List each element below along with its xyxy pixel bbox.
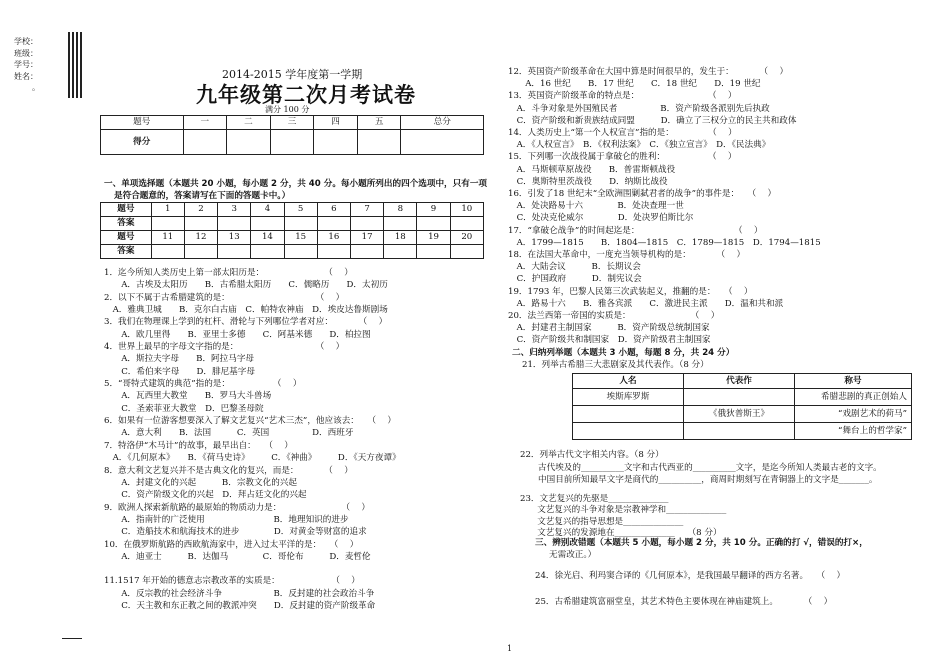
score-cell[interactable]: [314, 130, 358, 155]
score-cell[interactable]: [183, 130, 227, 155]
answer-cell[interactable]: [284, 217, 317, 231]
tragedy-cell: 埃斯库罗斯: [573, 389, 684, 406]
grid-number: 3: [218, 203, 251, 217]
answer-cell[interactable]: [251, 245, 284, 259]
grid-row-label: 题号: [101, 203, 152, 217]
grid-number: 10: [450, 203, 483, 217]
section3-instructions: [535, 537, 868, 561]
question-line: A．路易十六 B．雅各宾派 C．激进民主派 D．温和共和派: [508, 298, 784, 309]
q23-line: 文艺复兴的发源地在______________ （8 分）: [520, 527, 722, 538]
question-line: 12．英国资产阶级革命在大国中算是时间很早的，发生于： （ ）: [508, 67, 789, 77]
grid-number: 7: [350, 203, 383, 217]
grid-number: 13: [218, 231, 251, 245]
answer-cell[interactable]: [350, 217, 383, 231]
q23-line: 文艺复兴的斗争对象是宗教神学和______________: [520, 505, 727, 516]
right-questions: [508, 66, 821, 347]
grid-number: 16: [317, 231, 350, 245]
question-line: 4．世界上最早的字母文字指的是： （ ）: [104, 342, 345, 353]
score-header: 一: [183, 116, 227, 130]
side-field-class: 班级：: [14, 48, 38, 58]
question-line: C．奥斯特里茨战役 D．纳斯比战役: [508, 176, 668, 187]
grid-number: 11: [151, 231, 184, 245]
grid-number: 19: [417, 231, 450, 245]
question-line: 10．在俄罗斯航路的西欧航海家中，进入过太平洋的是： （ ）: [104, 539, 359, 550]
question-line: A．意大利 B．法国 C．英国 D．西班牙: [104, 428, 354, 439]
question-line: A．迪亚士 B．达伽马 C．哥伦布 D．麦哲伦: [104, 551, 371, 562]
side-field-name: 姓名：: [14, 71, 38, 81]
q24: 24．徐光启、利玛窦合译的《几何原本》，是我国最早翻译的西方名著。 （ ）: [535, 571, 846, 581]
tragedy-header: 称号: [795, 374, 912, 389]
exam-title: 九年级第二次月考试卷: [196, 83, 416, 107]
answer-cell[interactable]: [184, 217, 217, 231]
bottom-left-rule: [62, 638, 82, 639]
score-cell[interactable]: [227, 130, 271, 155]
left-questions: [104, 267, 401, 612]
question-line: A．《人权宣言》 B．《权利法案》 C．《独立宣言》 D．《民法典》: [508, 140, 771, 151]
question-line: 16．引发了18 世纪末“全欧洲围剿弑君者的战争”的事件是： （ ）: [508, 189, 777, 200]
tragedy-table: [572, 373, 912, 440]
tragedy-header: 人名: [573, 374, 684, 389]
question-line: 18．在法国大革命中，一度充当领导机构的是： （ ）: [508, 250, 746, 261]
question-line: 7．特洛伊“木马计”的故事，最早出自： （ ）: [104, 440, 293, 451]
binding-barcode: [68, 32, 82, 98]
grid-number: 6: [317, 203, 350, 217]
side-dot: 。: [32, 83, 40, 92]
section2-title: 二、归纳列举题（本题共 3 小题，每题 8 分，共 24 分）: [512, 348, 735, 358]
side-field-school: 学校：: [14, 37, 38, 46]
grid-number: 5: [284, 203, 317, 217]
section1-line2: 是符合题意的，答案请写在下面的答题卡中。）: [114, 191, 291, 201]
tragedy-cell[interactable]: [684, 389, 795, 406]
question-line: C．处决克伦威尔 D．处决罗伯斯比尔: [508, 213, 694, 224]
question-line: 1．迄今所知人类历史上第一部太阳历是： （ ）: [104, 268, 353, 278]
section1-instructions: [104, 178, 487, 202]
q23-line: 23．文艺复兴的先驱是______________: [520, 494, 669, 504]
q23: [520, 494, 726, 539]
question-line: A．瓦西里大教堂 B．罗马大斗兽场: [104, 391, 272, 402]
grid-number: 20: [450, 231, 483, 245]
score-row-label: 得分: [101, 130, 184, 155]
answer-cell[interactable]: [218, 245, 251, 259]
question-line: [104, 563, 401, 575]
tragedy-cell: “舞台上的哲学家”: [795, 423, 912, 440]
answer-cell[interactable]: [384, 217, 417, 231]
tragedy-cell[interactable]: [573, 406, 684, 423]
tragedy-cell: 希腊悲剧的真正创始人: [795, 389, 912, 406]
question-line: C．资产阶级共和制国家 D．资产阶级君主制国家: [508, 335, 711, 346]
question-line: A．封建文化的兴起 B．宗教文化的兴起: [104, 477, 297, 488]
grid-number: 4: [251, 203, 284, 217]
question-line: A．雅典卫城 B．克尔白古庙 C．帕特农神庙 D．埃皮达鲁斯剧场: [104, 305, 388, 316]
answer-cell[interactable]: [450, 217, 483, 231]
score-header: 总分: [401, 116, 484, 130]
score-header: 三: [270, 116, 314, 130]
answer-cell[interactable]: [417, 217, 450, 231]
question-line: 9．欧洲人探索新航路的最原始的物质动力是： （ ）: [104, 502, 371, 513]
question-line: 20．法兰西第一帝国的实质是： （ ）: [508, 311, 720, 322]
question-line: C．资产阶级和新贵族结成同盟 D．确立了三权分立的民主共和政体: [508, 115, 797, 126]
grid-row-label: 题号: [101, 231, 152, 245]
question-line: A．马斯顿草原战役 B．普雷斯顿战役: [508, 164, 676, 175]
answer-cell[interactable]: [151, 245, 184, 259]
grid-number: 8: [384, 203, 417, 217]
grid-number: 1: [151, 203, 184, 217]
question-line: C．天主教和东正教之间的教派冲突 D．反封建的资产阶级革命: [104, 600, 376, 611]
score-cell[interactable]: [357, 130, 401, 155]
question-line: 14．人类历史上“第一个人权宣言”指的是： （ ）: [508, 128, 737, 139]
answer-cell[interactable]: [218, 217, 251, 231]
answer-cell[interactable]: [184, 245, 217, 259]
question-line: 15．下列哪一次战役属于拿破仑的胜利： （ ）: [508, 152, 737, 163]
score-header: 题号: [101, 116, 184, 130]
page-number: 1: [507, 644, 513, 653]
question-line: 13．英国资产阶级革命的特点是： （ ）: [508, 91, 737, 102]
tragedy-cell[interactable]: [573, 423, 684, 440]
grid-number: 17: [350, 231, 383, 245]
question-line: A．斗争对象是外国殖民者 B．资产阶级各派别先后执政: [508, 103, 770, 114]
grid-number: 12: [184, 231, 217, 245]
tragedy-cell[interactable]: [684, 423, 795, 440]
score-cell[interactable]: [270, 130, 314, 155]
tragedy-header: 代表作: [684, 374, 795, 389]
score-table: [100, 115, 484, 155]
question-line: A．古埃及太阳历 B．古希腊太阳历 C．儒略历 D．太初历: [104, 280, 388, 291]
question-line: A．16 世纪 B．17 世纪 C．18 世纪 D．19 世纪: [508, 79, 761, 90]
answer-cell[interactable]: [384, 245, 417, 259]
grid-number: 14: [251, 231, 284, 245]
grid-number: 18: [384, 231, 417, 245]
grid-number: 2: [184, 203, 217, 217]
grid-row-label: 答案: [101, 217, 152, 231]
question-line: A．反宗教的社会经济斗争 B．反封建的社会政治斗争: [104, 588, 375, 599]
q22-line2: 古代埃及的__________文字和古代西亚的__________文字，是迄今所知人类最古老的文字。: [538, 462, 882, 473]
answer-grid: [100, 202, 484, 259]
question-line: 11.1517 年开始的德意志宗教改革的实质是： （ ）: [104, 576, 360, 587]
question-line: A．《几何原本》 B．《荷马史诗》 C．《神曲》 D．《天方夜谭》: [104, 453, 401, 464]
question-line: A．处决路易十六 B．处决查理一世: [508, 201, 684, 212]
question-line: C．希伯来字母 D．腓尼基字母: [104, 366, 255, 377]
question-line: 17．“拿破仑战争”的时间起迄是： （ ）: [508, 225, 763, 236]
question-line: A．大陆会议 B．长期议会: [508, 262, 641, 273]
q22-prompt: 22．列举古代文字相关内容。（8 分）: [520, 450, 664, 460]
score-cell[interactable]: [401, 130, 484, 155]
question-line: 8．意大利文艺复兴并不是古典文化的复兴，而是： （ ）: [104, 465, 353, 476]
grid-number: 15: [284, 231, 317, 245]
question-line: 2．以下不属于古希腊建筑的是： （ ）: [104, 292, 345, 303]
section3-line1: 三、辨别改错题（本题共 5 小题，每小题 2 分，共 10 分。正确的打 √，错误的打×，: [535, 538, 868, 548]
section3-line2: 无需改正。）: [549, 550, 597, 560]
answer-cell[interactable]: [251, 217, 284, 231]
full-score: 满分 100 分: [265, 105, 310, 114]
question-line: A．指南针的广泛使用 B．地理知识的进步: [104, 514, 349, 525]
question-line: C．资产阶级文化的兴起 D．拜占廷文化的兴起: [104, 490, 307, 501]
answer-cell[interactable]: [450, 245, 483, 259]
question-line: C．圣索菲亚大教堂 D．巴黎圣母院: [104, 403, 264, 414]
answer-cell[interactable]: [151, 217, 184, 231]
answer-cell[interactable]: [317, 217, 350, 231]
q21-prompt: 21．列举古希腊三大悲剧家及其代表作。（8 分）: [522, 360, 709, 370]
answer-cell[interactable]: [284, 245, 317, 259]
grid-number: 9: [417, 203, 450, 217]
grid-row-label: 答案: [101, 245, 152, 259]
score-header: 五: [357, 116, 401, 130]
answer-cell[interactable]: [417, 245, 450, 259]
question-line: 19．1793 年，巴黎人民第三次武装起义，推翻的是： （ ）: [508, 286, 753, 297]
exam-year: 2014-2015 学年度第一学期: [222, 68, 363, 81]
question-line: 3．我们在物理课上学到的杠杆、滑轮与下列哪位学者对应： （ ）: [104, 317, 388, 328]
question-line: C．护国政府 D．制宪议会: [508, 274, 642, 285]
q23-line: 文艺复兴的指导思想是______________: [520, 516, 684, 527]
question-line: C．造船技术和航海技术的进步 D．对黄金等财富的追求: [104, 527, 367, 538]
question-line: A．欧几里得 B．亚里士多德 C．阿基米德 D．柏拉图: [104, 329, 371, 340]
side-info: [14, 36, 40, 94]
question-line: A．1799—1815 B．1804—1815 C．1789—1815 D．1794—1815: [508, 237, 821, 248]
question-line: 5．“哥特式建筑的典范”指的是： （ ）: [104, 379, 302, 390]
score-header: 二: [227, 116, 271, 130]
tragedy-cell: “戏剧艺术的荷马”: [795, 406, 912, 423]
question-line: 6．如果有一位游客想要深入了解文艺复兴“艺术三杰”，他应该去： （ ）: [104, 416, 396, 427]
answer-cell[interactable]: [350, 245, 383, 259]
answer-cell[interactable]: [317, 245, 350, 259]
question-line: A．斯拉夫字母 B．阿拉马字母: [104, 354, 255, 365]
q22-line3: 中国目前所知最早文字是商代的__________，商周时期刻写在青铜器上的文字是_______。: [538, 475, 878, 485]
tragedy-cell: 《俄狄普斯王》: [684, 406, 795, 423]
question-line: A．封建君主制国家 B．资产阶级总统制国家: [508, 323, 710, 334]
q25: 25．古希腊建筑富丽堂皇，其艺术特色主要体现在神庙建筑上。 （ ）: [535, 597, 833, 607]
side-field-number: 学号：: [14, 60, 38, 69]
score-header: 四: [314, 116, 358, 130]
q22: [520, 449, 882, 487]
section1-line1: 一、单项选择题（本题共 20 小题，每小题 2 分，共 40 分。每小题所列出的四个选项中，只有一项: [104, 179, 488, 189]
